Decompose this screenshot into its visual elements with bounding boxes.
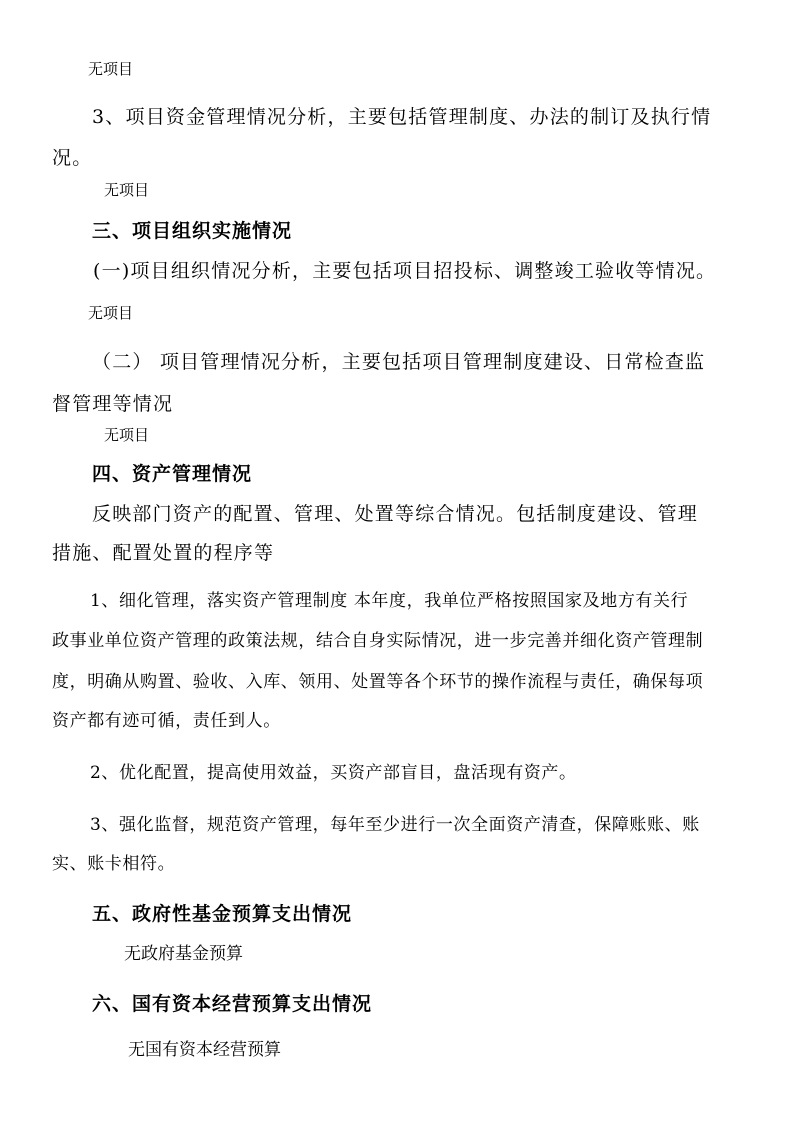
- text-line: 无项目: [104, 181, 150, 199]
- text-line: 3、项目资金管理情况分析，主要包括管理制度、办法的制订及执行情: [92, 106, 712, 128]
- text-line: （二） 项目管理情况分析，主要包括项目管理制度建设、日常检查监: [92, 351, 706, 373]
- text-line: 无政府基金预算: [124, 944, 243, 964]
- text-line: 况。: [52, 147, 93, 169]
- text-line: 资产都有迹可循，责任到人。: [52, 711, 281, 731]
- text-line: 无项目: [88, 304, 134, 322]
- section-heading: 四、资产管理情况: [92, 463, 253, 485]
- section-heading: 六、国有资本经营预算支出情况: [92, 993, 373, 1015]
- text-line: 实、账卡相符。: [52, 854, 176, 874]
- section-heading: 三、项目组织实施情况: [92, 220, 293, 242]
- text-line: (一)项目组织情况分析，主要包括项目招投标、调整竣工验收等情况。: [93, 260, 717, 282]
- text-line: 度，明确从购置、验收、入库、领用、处置等各个环节的操作流程与责任，确保每项: [52, 672, 704, 692]
- text-line: 政事业单位资产管理的政策法规，结合自身实际情况，进一步完善并细化资产管理制: [52, 631, 704, 651]
- text-line: 督管理等情况: [52, 393, 174, 415]
- text-line: 反映部门资产的配置、管理、处置等综合情况。包括制度建设、管理: [92, 503, 699, 525]
- text-line: 无国有资本经营预算: [128, 1040, 281, 1060]
- text-line: 2、优化配置，提高使用效益，买资产部盲目，盘活现有资产。: [90, 763, 577, 783]
- text-line: 3、强化监督，规范资产管理，每年至少进行一次全面资产清查，保障账账、账: [90, 815, 700, 835]
- text-line: 无项目: [104, 426, 150, 444]
- text-line: 措施、配置处置的程序等: [52, 542, 275, 564]
- text-line: 无项目: [88, 60, 134, 78]
- text-line: 1、细化管理，落实资产管理制度 本年度，我单位严格按照国家及地方有关行: [90, 591, 689, 611]
- section-heading: 五、政府性基金预算支出情况: [92, 903, 353, 925]
